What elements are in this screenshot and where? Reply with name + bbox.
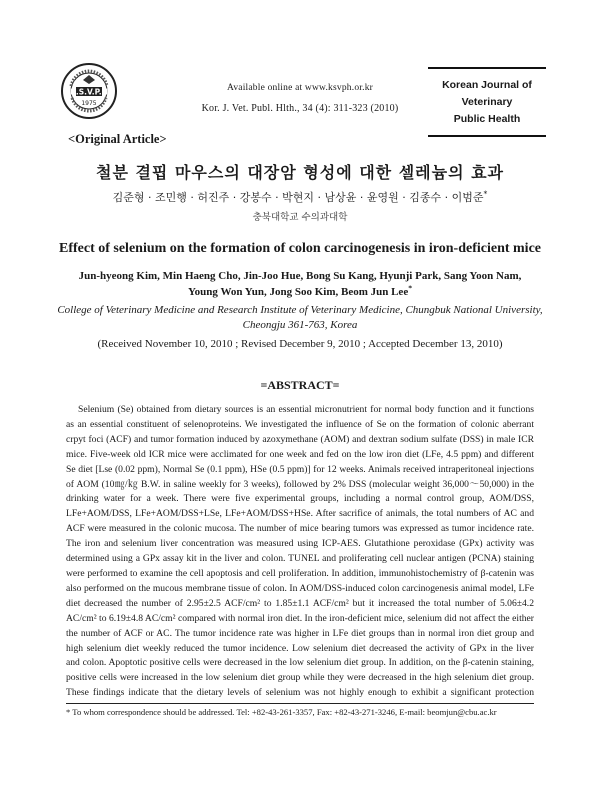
- abstract-line: determined using a GPx assay kit in the liver and colon. TUNEL and proliferating cell nuclear antigen (PCNA) staining: [66, 553, 534, 565]
- english-affiliation-line: Cheongju 361-763, Korea: [242, 319, 358, 331]
- correspondence-footnote: * To whom correspondence should be addressed. Tel: +82-43-261-3357, Fax: +82-43-271-3246, E-mail: beomjun@cbu.ac.kr: [66, 707, 497, 717]
- journal-name-line: Korean Journal of: [442, 78, 532, 91]
- abstract-body: [66, 403, 534, 701]
- abstract-line: diet decreased the number of 2.95±2.5 ACF/cm² to 1.85±1.1 ACF/cm² but it increased the total number of 5.06±4.2: [66, 597, 534, 609]
- submission-dates: (Received November 10, 2010 ; Revised December 9, 2010 ; Accepted December 13, 2010): [97, 338, 503, 350]
- journal-citation: Kor. J. Vet. Publ. Hlth., 34 (4): 311-323 (2010): [201, 103, 399, 114]
- korean-authors: [0, 189, 600, 205]
- journal-name-box: [428, 67, 546, 137]
- svg-text:K.S.V.P.H: K.S.V.P.H: [70, 87, 108, 97]
- availability-note: Available online at www.ksvph.or.kr: [226, 83, 374, 93]
- abstract-line: of AOM (10㎎/㎏ B.W. in saline weekly for 3 weeks), followed by 2% DSS (molecular weight 36,000～50,000) in the: [66, 478, 534, 490]
- english-authors-line: [0, 283, 600, 298]
- abstract-line: positive cells were increased in the low selenium diet group while they were decreased in the high selenium diet group.: [66, 672, 534, 684]
- korean-affiliation: 충북대학교 수의과대학: [252, 212, 348, 223]
- abstract-heading: =ABSTRACT=: [260, 378, 340, 392]
- abstract-line: The iron and selenium liver concentration was measured using ICP-AES. Glutathione peroxidase (GPx) activity was: [66, 538, 534, 550]
- svg-text:1975: 1975: [81, 100, 97, 107]
- journal-name-line: Public Health: [453, 112, 521, 125]
- abstract-line: drinking water for a week. There were five experimental groups, including a normal control group, AOM/DSS,: [66, 493, 534, 505]
- abstract-line: high selenium diet weekly reduced the tumor incidence. Low selenium diet decreased the activity of GPx in the liver: [66, 642, 534, 654]
- english-title: Effect of selenium on the formation of colon carcinogenesis in iron-deficient mice: [58, 241, 541, 256]
- abstract-line: also performed on the mucous membrane tissue of colon. In AOM/DSS-induced colon carcinogenesis animal model, LFe: [66, 582, 534, 594]
- korean-author-list: 김준형 · 조민행 · 허진주 · 강봉수 · 박현지 · 남상윤 · 윤영원 · 김종수 · 이범준: [112, 191, 484, 204]
- abstract-line: the number of ACF or AC. The tumor incidence rate was higher in LFe diet groups than in normal iron diet group and: [66, 627, 534, 639]
- abstract-line: ACF were measured in the colonic mucosa. The number of mice bearing tumors was expressed as tumor incidence rate.: [66, 523, 534, 535]
- correspondence-mark: *: [483, 189, 488, 199]
- english-affiliation-line: College of Veterinary Medicine and Research Institute of Veterinary Medicine, Chungbuk National University,: [57, 304, 543, 316]
- abstract-line: mice. Five-week old ICR mice were acclimated for one week and fed on the low iron diet (LFe, 4.5 ppm) and different: [66, 448, 534, 460]
- english-author-list: Young Won Yun, Jong Soo Kim, Beom Jun Lee: [187, 286, 409, 298]
- english-authors-line: Jun-hyeong Kim, Min Haeng Cho, Jin-Joo Hue, Bong Su Kang, Hyunji Park, Sang Yoon Nam,: [78, 270, 522, 282]
- korean-title: 철분 결핍 마우스의 대장암 형성에 대한 셀레늄의 효과: [95, 163, 505, 182]
- abstract-line: AC/cm² to 6.19±4.8 AC/cm² compared with normal iron diet. In the iron-deficient mice, selenium did not affect the either: [66, 612, 534, 624]
- abstract-line: These findings indicate that the dietary levels of selenium was not highly enough to exhibit a significant protection: [66, 687, 534, 699]
- abstract-line: crpyt foci (ACF) and tumor formation induced by azoxymethane (AOM) and dextran sodium sulfate (DSS) in male ICR: [66, 433, 534, 445]
- article-type: <Original Article>: [68, 132, 167, 146]
- abstract-line: LFe+AOM/DSS, LFe+AOM/DSS+LSe, LFe+AOM/DSS+HSe. After sacrifice of animals, the total numbers of AC and: [66, 508, 534, 520]
- abstract-line: as an essential constituent of selenoproteins. We investigated the influence of Se on the formation of colonic aberrant: [66, 418, 534, 430]
- correspondence-mark: *: [408, 283, 413, 293]
- abstract-line: were performed to examine the cell apoptosis and cell proliferation. In addition, immunohistochemistry of β-catenin was: [66, 567, 534, 579]
- abstract-line: and colon. Apoptotic positive cells were decreased in the low selenium diet group. In addition, on the β-catenin staining,: [66, 657, 534, 669]
- journal-name-line: Veterinary: [461, 95, 513, 108]
- abstract-line: Selenium (Se) obtained from dietary sources is an essential micronutrient for normal body function and it functions: [78, 404, 534, 415]
- footnote-rule: [66, 703, 534, 704]
- abstract-line: Se diet [Lse (0.02 ppm), Normal Se (0.1 ppm), HSe (0.5 ppm)] for 12 weeks. Animals received intraperitoneal injections: [66, 463, 534, 475]
